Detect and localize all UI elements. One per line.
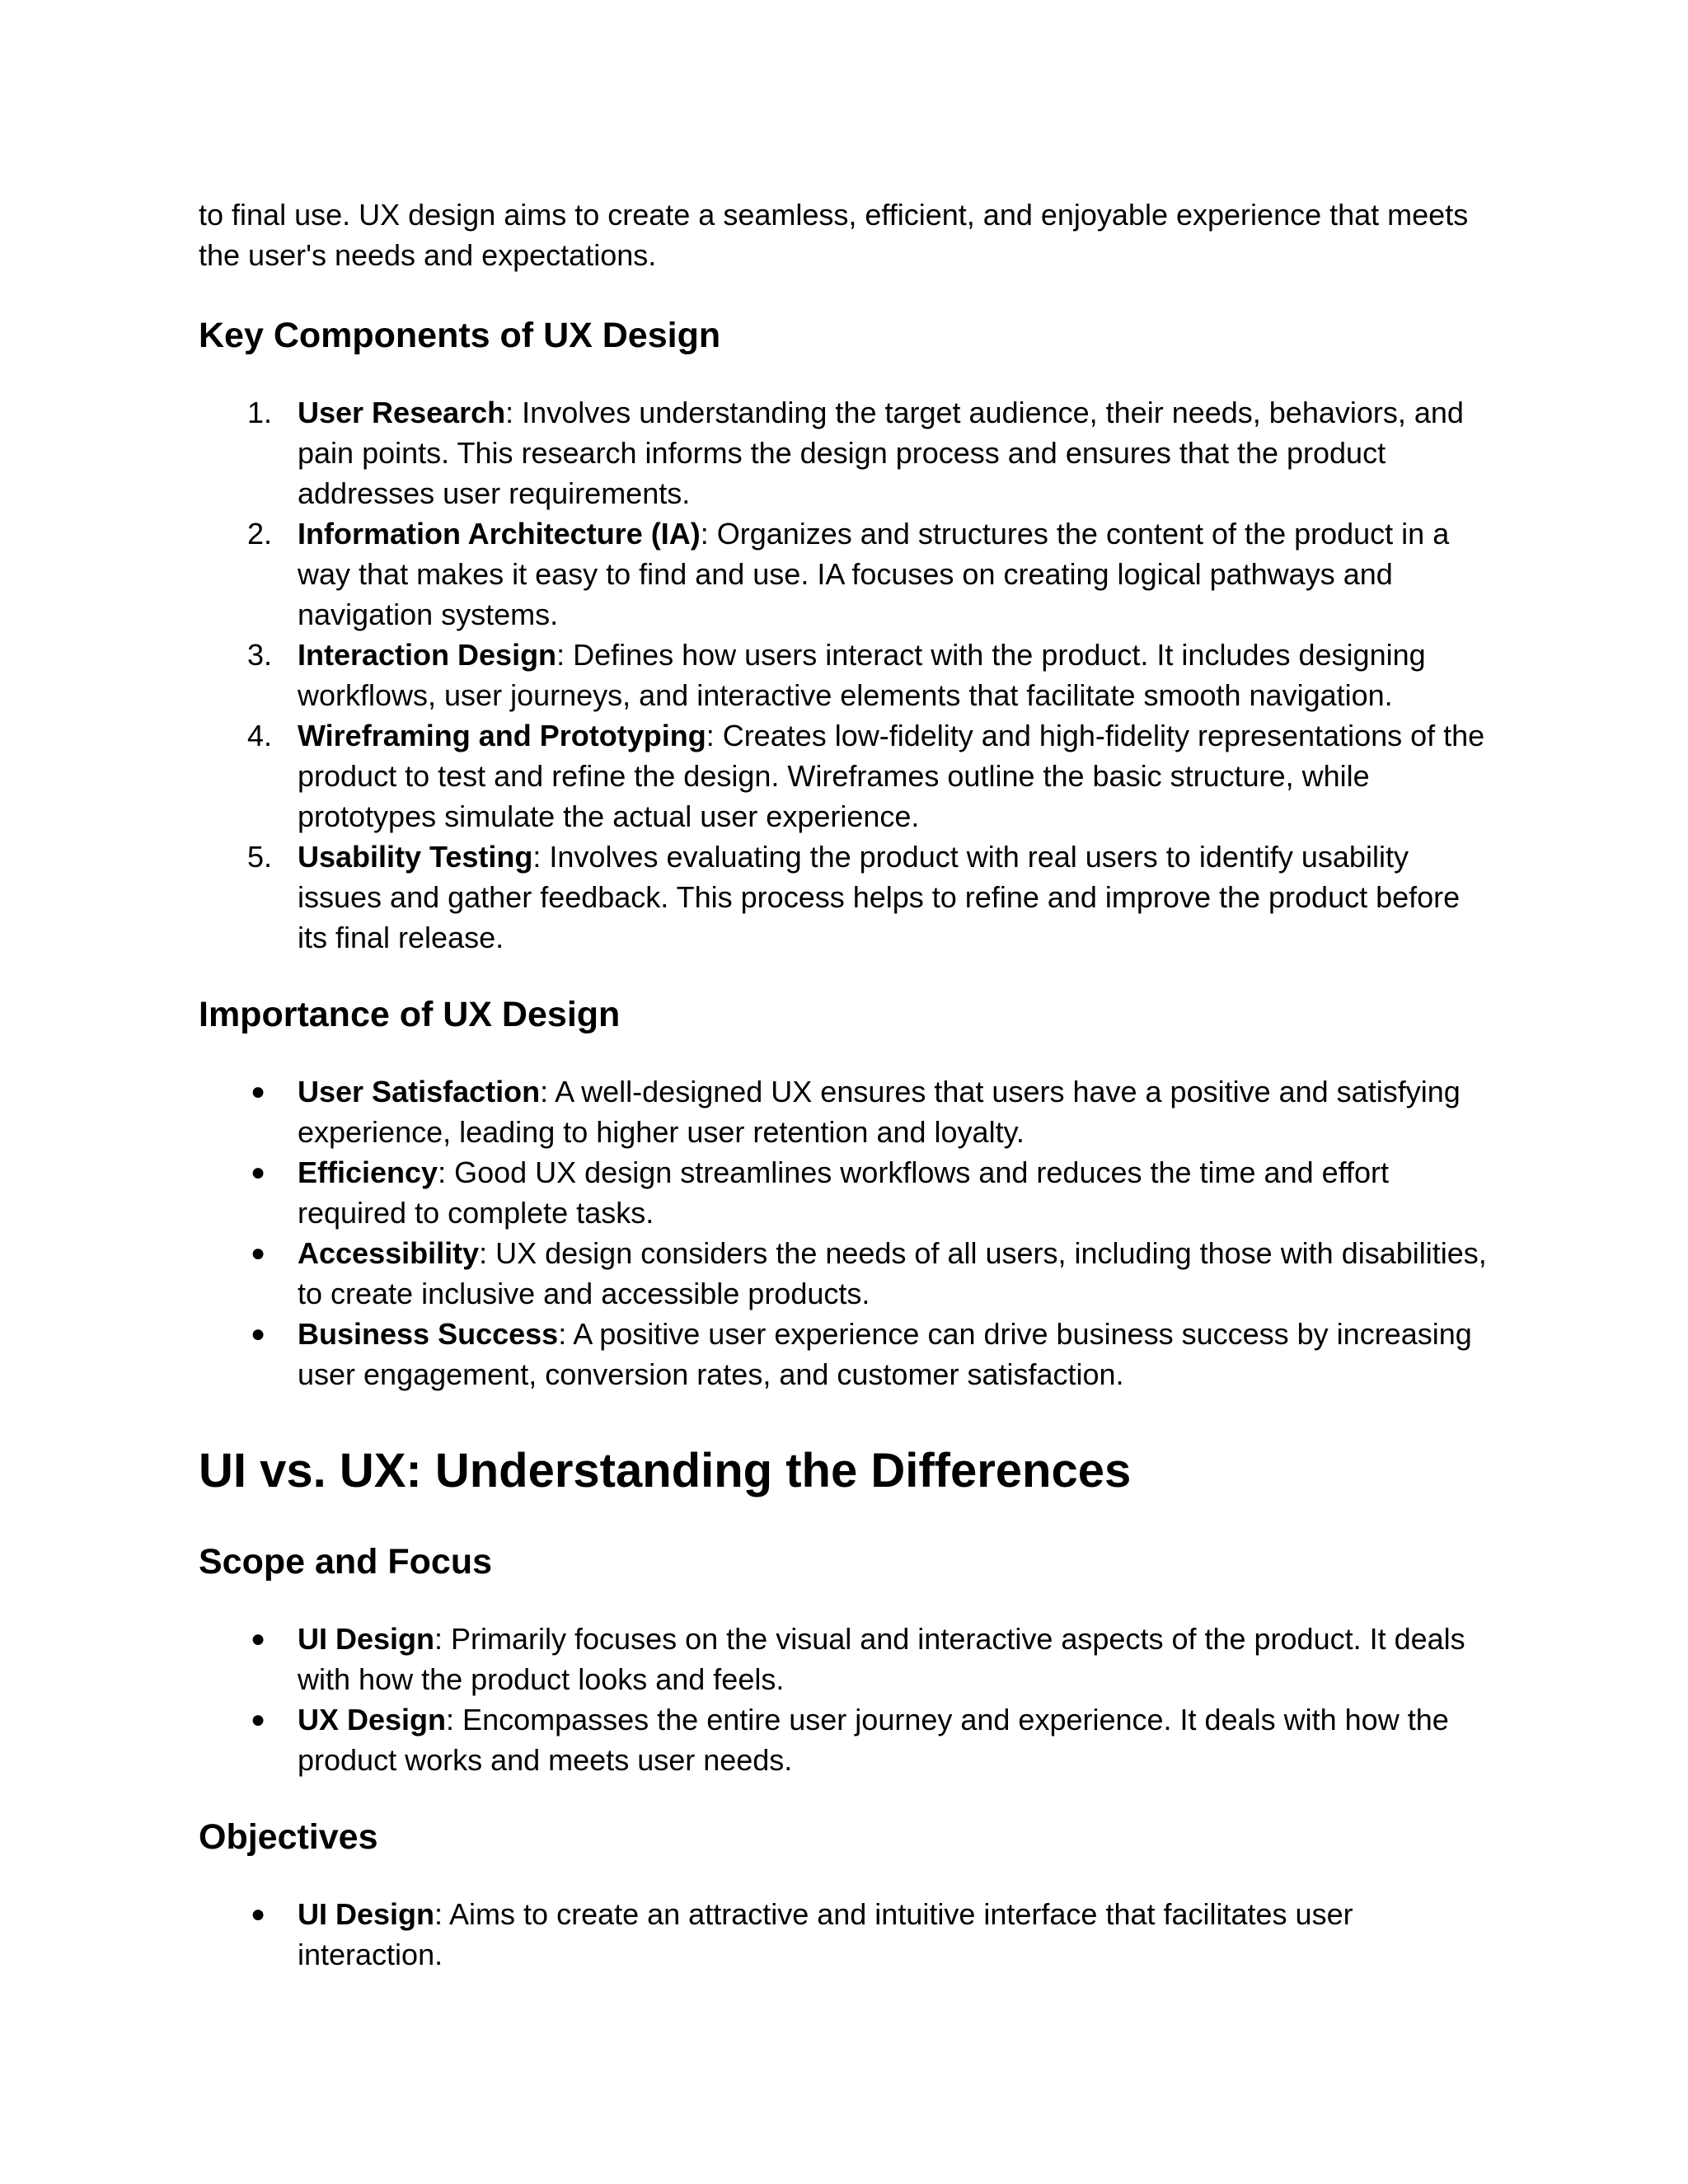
comparison-heading: UI vs. UX: Understanding the Differences bbox=[199, 1444, 1132, 1497]
scope-heading: Scope and Focus bbox=[199, 1542, 493, 1582]
list-term: UX Design bbox=[298, 1703, 447, 1736]
list-number: 5. bbox=[247, 840, 273, 874]
bullet-icon: ● bbox=[251, 1159, 266, 1186]
list-text: : Encompasses the entire user journey and experience. It deals with how the product works and meets user needs. bbox=[298, 1703, 1449, 1777]
list-item bbox=[199, 1233, 1493, 1314]
list-item bbox=[199, 715, 1493, 837]
scope-list bbox=[199, 1619, 1493, 1780]
importance-list bbox=[199, 1071, 1493, 1394]
importance-heading: Importance of UX Design bbox=[199, 995, 621, 1034]
list-text: : UX design considers the needs of all users, including those with disabilities, to create inclusive and accessible products. bbox=[298, 1236, 1487, 1310]
list-item bbox=[199, 635, 1493, 715]
list-term: Usability Testing bbox=[298, 840, 533, 874]
list-term: User Research bbox=[298, 396, 506, 429]
key-components-list bbox=[199, 392, 1493, 958]
list-item bbox=[199, 1619, 1493, 1699]
list-text: : Creates low-fidelity and high-fidelity representations of the product to test and refine the design. Wireframes outline the basic structure, while prototypes simulate the actual user experience. bbox=[298, 719, 1485, 833]
list-item bbox=[199, 1314, 1493, 1394]
bullet-icon: ● bbox=[251, 1320, 266, 1347]
list-number: 2. bbox=[247, 517, 273, 551]
objectives-heading: Objectives bbox=[199, 1817, 378, 1857]
list-text: : Involves evaluating the product with real users to identify usability issues and gather feedback. This process helps to refine and improve the product before its final release. bbox=[298, 840, 1461, 954]
key-components-heading: Key Components of UX Design bbox=[199, 316, 721, 355]
list-term: UI Design bbox=[298, 1622, 435, 1656]
list-text: : Involves understanding the target audience, their needs, behaviors, and pain points. This research informs the design process and ensures that the product addresses user requirements. bbox=[298, 396, 1464, 510]
list-term: Interaction Design bbox=[298, 638, 557, 672]
bullet-icon: ● bbox=[251, 1706, 266, 1733]
list-term: UI Design bbox=[298, 1897, 435, 1931]
list-text: : Defines how users interact with the product. It includes designing workflows, user journeys, and interactive elements that facilitate smooth navigation. bbox=[298, 638, 1426, 712]
list-text: : Aims to create an attractive and intuitive interface that facilitates user interaction. bbox=[298, 1897, 1353, 1971]
list-term: Information Architecture (IA) bbox=[298, 517, 701, 551]
bullet-icon: ● bbox=[251, 1625, 266, 1652]
list-number: 1. bbox=[247, 396, 273, 429]
bullet-icon: ● bbox=[251, 1078, 266, 1105]
list-item bbox=[199, 837, 1493, 958]
list-item bbox=[199, 392, 1493, 513]
list-term: Business Success bbox=[298, 1317, 559, 1351]
list-item bbox=[199, 513, 1493, 635]
list-text: : A positive user experience can drive business success by increasing user engagement, conversion rates, and customer satisfaction. bbox=[298, 1317, 1472, 1391]
document-content bbox=[199, 194, 1493, 1975]
list-text: : Organizes and structures the content of the product in a way that makes it easy to find and use. IA focuses on creating logical pathways and navigation systems. bbox=[298, 517, 1450, 631]
list-item bbox=[199, 1894, 1493, 1975]
list-item bbox=[199, 1699, 1493, 1780]
list-term: Wireframing and Prototyping bbox=[298, 719, 706, 752]
list-text: : Primarily focuses on the visual and interactive aspects of the product. It deals with how the product looks and feels. bbox=[298, 1622, 1465, 1696]
list-number: 3. bbox=[247, 638, 273, 672]
objectives-list bbox=[199, 1894, 1493, 1975]
list-item bbox=[199, 1152, 1493, 1233]
list-term: Efficiency bbox=[298, 1155, 438, 1189]
list-number: 4. bbox=[247, 719, 273, 752]
list-text: : Good UX design streamlines workflows and reduces the time and effort required to complete tasks. bbox=[298, 1155, 1389, 1230]
list-term: Accessibility bbox=[298, 1236, 480, 1270]
intro-paragraph: to final use. UX design aims to create a seamless, efficient, and enjoyable experience that meets the user's needs and expectations. bbox=[199, 198, 1469, 272]
list-text: : A well-designed UX ensures that users have a positive and satisfying experience, leading to higher user retention and loyalty. bbox=[298, 1075, 1461, 1149]
list-item bbox=[199, 1071, 1493, 1152]
list-term: User Satisfaction bbox=[298, 1075, 541, 1108]
bullet-icon: ● bbox=[251, 1900, 266, 1928]
bullet-icon: ● bbox=[251, 1240, 266, 1267]
